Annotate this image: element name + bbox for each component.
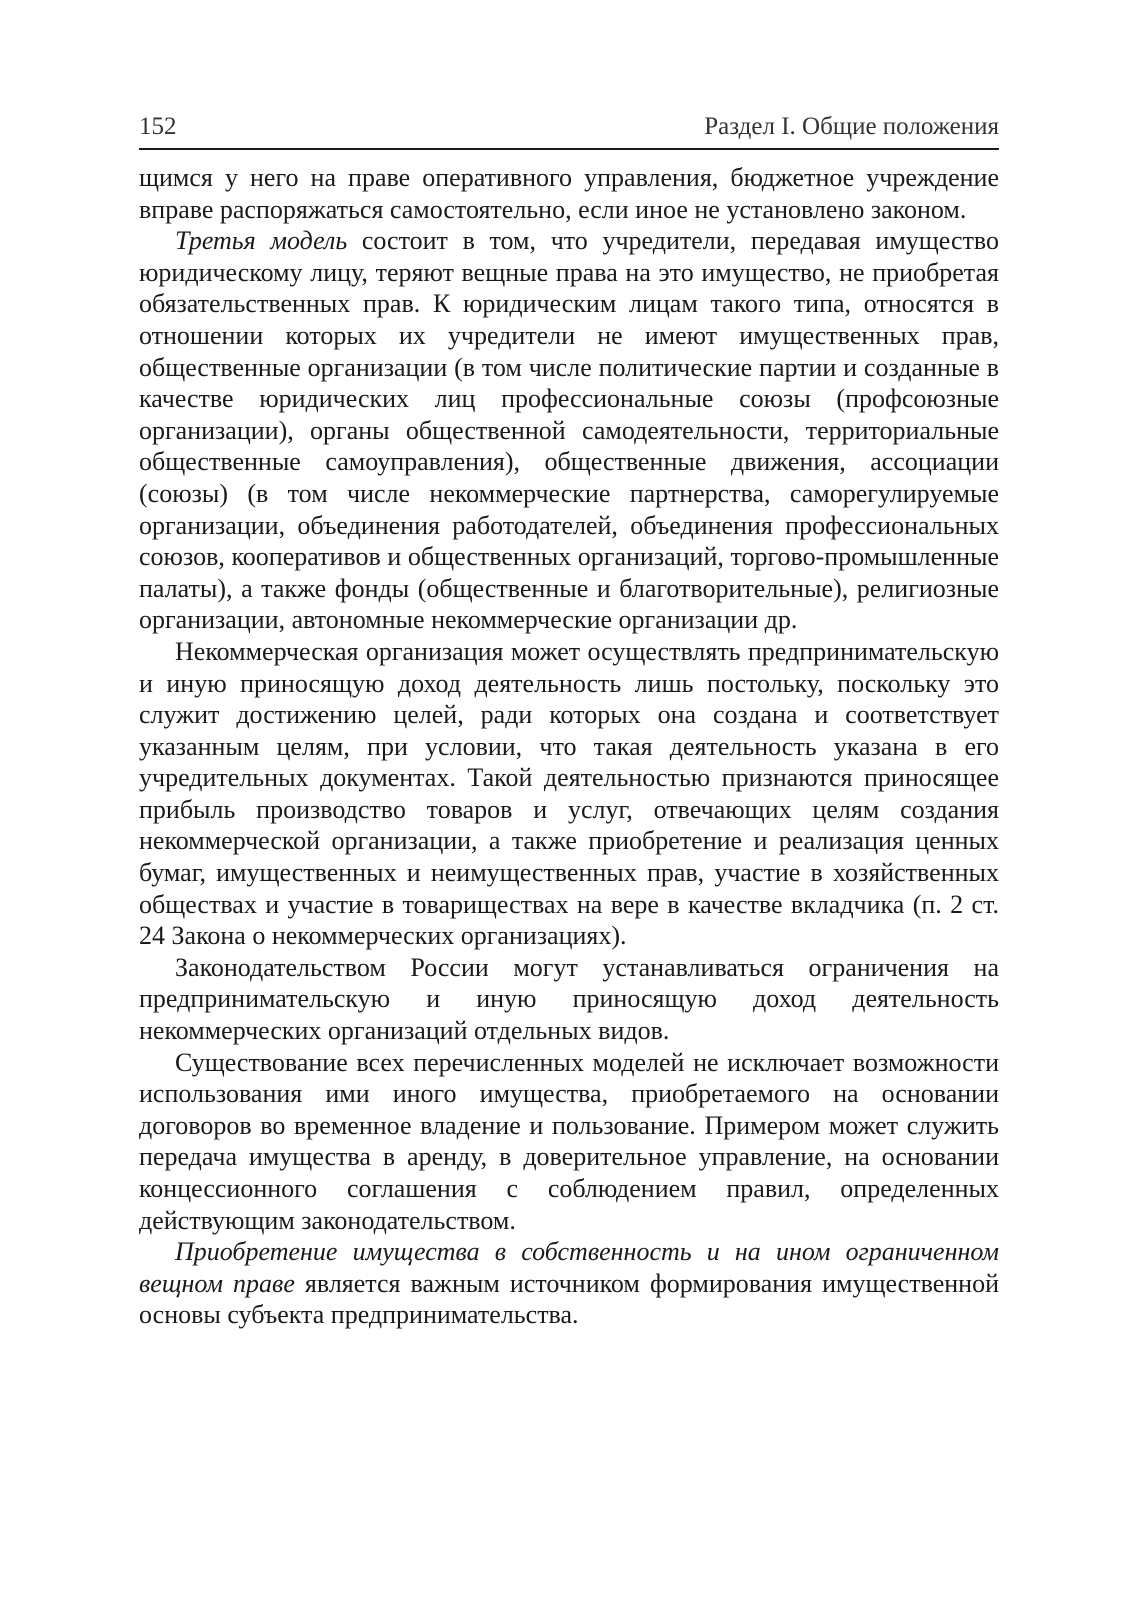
paragraph-text: Некоммерческая организация может осуществлять предпринимательскую и иную приносящую доход деятельность лишь постольку, поскольку это служит достижению целей, ради которых она создана и соответствует указанным целям, при условии, что такая деятельность указана в его учредительных документах. Такой деятельностью признаются приносящее прибыль производство товаров и услуг, отвечающих целям создания некоммерческой организации, а также приобретение и реализация ценных бумаг, имущественных и неимущественных прав, участие в хозяйственных обществах и участие в товариществах на вере в качестве вкладчика (п. 2 ст. 24 Закона о некоммерческих организациях). (139, 636, 999, 951)
body-text (139, 162, 999, 1331)
paragraph-nonprofit-activity (139, 636, 999, 952)
paragraph-acquisition (139, 1236, 999, 1331)
paragraph-third-model (139, 225, 999, 636)
paragraph-restrictions (139, 952, 999, 1047)
paragraph-text: Законодательством России могут устанавливаться ограничения на предпринимательскую и иную приносящую доход деятельность некоммерческих организаций отдельных видов. (139, 952, 999, 1046)
paragraph-text: щимся у него на праве оперативного управления, бюджетное учреждение вправе распоряжаться самостоятельно, если иное не установлено законом. (139, 163, 999, 224)
section-title: Раздел I. Общие положения (704, 113, 999, 140)
italic-lead: Приобретение имущества в собственность и на ином ограниченном вещном праве (139, 1237, 999, 1298)
running-header (139, 112, 999, 150)
paragraph-text: является важным источником формирования имущественной основы субъекта предпринимательства. (139, 1268, 999, 1330)
paragraph-other-property (139, 1047, 999, 1237)
book-page (139, 112, 999, 1331)
paragraph-text: Существование всех перечисленных моделей не исключает возможности использования ими иного имущества, приобретаемого на основании договоров во временное владение и пользование. Примером может служить передача имущества в аренду, в доверительное управление, на основании концессионного соглашения с соблюдением правил, определенных действующим законодательством. (139, 1047, 999, 1235)
paragraph-continuation (139, 162, 999, 225)
italic-lead: Третья модель (175, 226, 348, 256)
page-number: 152 (139, 113, 177, 140)
paragraph-text: состоит в том, что учредители, передавая имущество юридическому лицу, теряют вещные права на это имущество, не приобретая обязательственных прав. К юридическим лицам такого типа, относятся в отношении которых их учредители не имеют имущественных прав, общественные организации (в том числе политические партии и созданные в качестве юридических лиц профессиональные союзы (профсоюзные организации), органы общественной самодеятельности, территориальные общественные самоуправления), общественные движения, ассоциации (союзы) (в том числе некоммерческие партнерства, саморегулируемые организации, объединения работодателей, объединения профессиональных союзов, кооперативов и общественных организаций, торгово-промышленные палаты), а также фонды (общественные и благотворительные), религиозные организации, автономные некоммерческие организации др. (139, 226, 999, 635)
